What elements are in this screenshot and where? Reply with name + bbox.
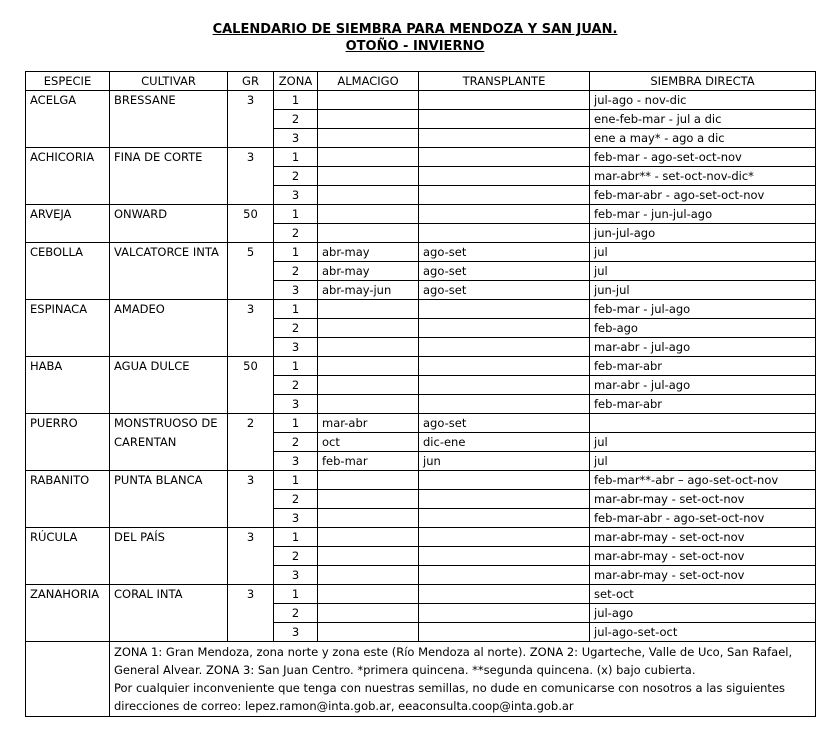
cultivar-cell: AMADEO — [110, 300, 228, 357]
cultivar-cell: VALCATORCE INTA — [110, 243, 228, 300]
almacigo-cell — [318, 300, 419, 319]
siembra-directa-cell: jul-ago - nov-dic — [590, 91, 816, 110]
almacigo-cell — [318, 547, 419, 566]
footer-zones-note: ZONA 1: Gran Mendoza, zona norte y zona este (Río Mendoza al norte). ZONA 2: Ugarteche, Valle de Uco, San Rafael, General Alvear. ZONA 3: San Juan Centro. *primera quincena. **segunda quincena. (x) bajo cubierta. — [114, 645, 793, 677]
almacigo-cell — [318, 205, 419, 224]
siembra-directa-cell: feb-mar-abr — [590, 395, 816, 414]
zona-cell: 2 — [274, 547, 318, 566]
especie-cell: ACELGA — [26, 91, 110, 148]
almacigo-cell — [318, 471, 419, 490]
gr-cell: 50 — [228, 357, 274, 414]
zona-cell: 1 — [274, 528, 318, 547]
zona-cell: 2 — [274, 604, 318, 623]
almacigo-cell — [318, 357, 419, 376]
zona-cell: 3 — [274, 129, 318, 148]
zona-cell: 3 — [274, 281, 318, 300]
zona-cell: 2 — [274, 490, 318, 509]
almacigo-cell: oct — [318, 433, 419, 452]
siembra-directa-cell: feb-mar-abr - ago-set-oct-nov — [590, 186, 816, 205]
header-gr: GR — [228, 72, 274, 91]
almacigo-cell: feb-mar — [318, 452, 419, 471]
transplante-cell: jun — [419, 452, 590, 471]
siembra-directa-cell: feb-mar - jun-jul-ago — [590, 205, 816, 224]
transplante-cell — [419, 357, 590, 376]
zona-cell: 1 — [274, 148, 318, 167]
title-line-1: CALENDARIO DE SIEMBRA PARA MENDOZA Y SAN JUAN. — [212, 22, 618, 37]
siembra-directa-cell: mar-abr** - set-oct-nov-dic* — [590, 167, 816, 186]
header-especie: ESPECIE — [26, 72, 110, 91]
especie-cell: ACHICORIA — [26, 148, 110, 205]
zona-cell: 3 — [274, 338, 318, 357]
transplante-cell — [419, 471, 590, 490]
zona-cell: 1 — [274, 471, 318, 490]
header-zona: ZONA — [274, 72, 318, 91]
transplante-cell — [419, 566, 590, 585]
transplante-cell — [419, 91, 590, 110]
transplante-cell — [419, 604, 590, 623]
transplante-cell — [419, 528, 590, 547]
zona-cell: 2 — [274, 319, 318, 338]
especie-cell: ARVEJA — [26, 205, 110, 243]
transplante-cell: ago-set — [419, 414, 590, 433]
almacigo-cell — [318, 566, 419, 585]
especie-cell: RABANITO — [26, 471, 110, 528]
almacigo-cell — [318, 338, 419, 357]
transplante-cell — [419, 110, 590, 129]
header-almacigo: ALMACIGO — [318, 72, 419, 91]
especie-cell: RÚCULA — [26, 528, 110, 585]
gr-cell: 5 — [228, 243, 274, 300]
especie-cell: HABA — [26, 357, 110, 414]
gr-cell: 3 — [228, 300, 274, 357]
header-siembra-directa: SIEMBRA DIRECTA — [590, 72, 816, 91]
table-row — [26, 528, 816, 547]
siembra-directa-cell — [590, 414, 816, 433]
sowing-calendar-table — [25, 71, 816, 717]
siembra-directa-cell: mar-abr-may - set-oct-nov — [590, 566, 816, 585]
zona-cell: 3 — [274, 509, 318, 528]
siembra-directa-cell: jun-jul-ago — [590, 224, 816, 243]
zona-cell: 2 — [274, 167, 318, 186]
zona-cell: 1 — [274, 300, 318, 319]
zona-cell: 2 — [274, 110, 318, 129]
siembra-directa-cell: jul — [590, 452, 816, 471]
almacigo-cell — [318, 623, 419, 642]
transplante-cell — [419, 376, 590, 395]
especie-cell: ZANAHORIA — [26, 585, 110, 642]
footer-spacer — [26, 642, 110, 717]
almacigo-cell: abr-may — [318, 243, 419, 262]
header-cultivar: CULTIVAR — [110, 72, 228, 91]
header-transplante: TRANSPLANTE — [419, 72, 590, 91]
zona-cell: 1 — [274, 585, 318, 604]
gr-cell: 2 — [228, 414, 274, 471]
gr-cell: 3 — [228, 528, 274, 585]
cultivar-cell: ONWARD — [110, 205, 228, 243]
table-body — [26, 91, 816, 642]
siembra-directa-cell: feb-mar-abr — [590, 357, 816, 376]
almacigo-cell — [318, 186, 419, 205]
almacigo-cell — [318, 167, 419, 186]
transplante-cell — [419, 623, 590, 642]
table-row — [26, 414, 816, 433]
table-row — [26, 300, 816, 319]
transplante-cell — [419, 509, 590, 528]
transplante-cell: dic-ene — [419, 433, 590, 452]
siembra-directa-cell: mar-abr - jul-ago — [590, 338, 816, 357]
siembra-directa-cell: jul — [590, 262, 816, 281]
cultivar-cell: PUNTA BLANCA — [110, 471, 228, 528]
siembra-directa-cell: feb-mar - ago-set-oct-nov — [590, 148, 816, 167]
footer-contact-note: Por cualquier inconveniente que tenga con nuestras semillas, no dude en comunicarse con nosotros a las siguientes direcciones de correo: lepez.ramon@inta.gob.ar, eeaconsulta.coop@inta.gob.ar — [114, 681, 786, 713]
zona-cell: 2 — [274, 376, 318, 395]
almacigo-cell — [318, 224, 419, 243]
siembra-directa-cell: jul-ago-set-oct — [590, 623, 816, 642]
siembra-directa-cell: jun-jul — [590, 281, 816, 300]
table-row — [26, 357, 816, 376]
siembra-directa-cell: feb-mar - jul-ago — [590, 300, 816, 319]
transplante-cell — [419, 129, 590, 148]
table-row — [26, 148, 816, 167]
almacigo-cell — [318, 148, 419, 167]
gr-cell: 3 — [228, 148, 274, 205]
cultivar-cell: MONSTRUOSO DE CARENTAN — [110, 414, 228, 471]
table-row — [26, 471, 816, 490]
gr-cell: 3 — [228, 471, 274, 528]
siembra-directa-cell: mar-abr-may - set-oct-nov — [590, 490, 816, 509]
almacigo-cell — [318, 528, 419, 547]
table-row — [26, 585, 816, 604]
almacigo-cell — [318, 604, 419, 623]
gr-cell: 50 — [228, 205, 274, 243]
footer-row — [26, 642, 816, 717]
transplante-cell — [419, 148, 590, 167]
zona-cell: 1 — [274, 91, 318, 110]
transplante-cell — [419, 547, 590, 566]
almacigo-cell — [318, 376, 419, 395]
siembra-directa-cell: jul — [590, 433, 816, 452]
table-row — [26, 243, 816, 262]
zona-cell: 3 — [274, 623, 318, 642]
almacigo-cell: abr-may — [318, 262, 419, 281]
transplante-cell: ago-set — [419, 262, 590, 281]
zona-cell: 1 — [274, 414, 318, 433]
transplante-cell: ago-set — [419, 281, 590, 300]
almacigo-cell — [318, 91, 419, 110]
footer-body — [26, 642, 816, 717]
cultivar-cell: AGUA DULCE — [110, 357, 228, 414]
cultivar-cell: FINA DE CORTE — [110, 148, 228, 205]
transplante-cell: ago-set — [419, 243, 590, 262]
transplante-cell — [419, 205, 590, 224]
cultivar-cell: BRESSANE — [110, 91, 228, 148]
almacigo-cell — [318, 395, 419, 414]
table-row — [26, 91, 816, 110]
transplante-cell — [419, 395, 590, 414]
cultivar-cell: DEL PAÍS — [110, 528, 228, 585]
zona-cell: 2 — [274, 433, 318, 452]
zona-cell: 2 — [274, 224, 318, 243]
siembra-directa-cell: mar-abr-may - set-oct-nov — [590, 528, 816, 547]
transplante-cell — [419, 186, 590, 205]
transplante-cell — [419, 585, 590, 604]
almacigo-cell — [318, 110, 419, 129]
especie-cell: PUERRO — [26, 414, 110, 471]
siembra-directa-cell: feb-mar-abr - ago-set-oct-nov — [590, 509, 816, 528]
zona-cell: 2 — [274, 262, 318, 281]
transplante-cell — [419, 319, 590, 338]
table-row — [26, 205, 816, 224]
almacigo-cell — [318, 585, 419, 604]
zona-cell: 1 — [274, 243, 318, 262]
zona-cell: 1 — [274, 357, 318, 376]
siembra-directa-cell: set-oct — [590, 585, 816, 604]
siembra-directa-cell: mar-abr-may - set-oct-nov — [590, 547, 816, 566]
gr-cell: 3 — [228, 91, 274, 148]
almacigo-cell — [318, 319, 419, 338]
siembra-directa-cell: feb-ago — [590, 319, 816, 338]
almacigo-cell: abr-may-jun — [318, 281, 419, 300]
header-row — [26, 72, 816, 91]
siembra-directa-cell: jul-ago — [590, 604, 816, 623]
almacigo-cell — [318, 129, 419, 148]
transplante-cell — [419, 490, 590, 509]
almacigo-cell: mar-abr — [318, 414, 419, 433]
zona-cell: 3 — [274, 186, 318, 205]
almacigo-cell — [318, 509, 419, 528]
almacigo-cell — [318, 490, 419, 509]
zona-cell: 3 — [274, 566, 318, 585]
siembra-directa-cell: jul — [590, 243, 816, 262]
transplante-cell — [419, 338, 590, 357]
siembra-directa-cell: ene-feb-mar - jul a dic — [590, 110, 816, 129]
transplante-cell — [419, 167, 590, 186]
cultivar-cell: CORAL INTA — [110, 585, 228, 642]
zona-cell: 3 — [274, 452, 318, 471]
transplante-cell — [419, 300, 590, 319]
especie-cell: CEBOLLA — [26, 243, 110, 300]
zona-cell: 1 — [274, 205, 318, 224]
title-line-2: OTOÑO - INVIERNO — [345, 39, 485, 54]
siembra-directa-cell: mar-abr - jul-ago — [590, 376, 816, 395]
footer-note — [110, 642, 816, 717]
zona-cell: 3 — [274, 395, 318, 414]
gr-cell: 3 — [228, 585, 274, 642]
especie-cell: ESPINACA — [26, 300, 110, 357]
siembra-directa-cell: feb-mar**-abr – ago-set-oct-nov — [590, 471, 816, 490]
transplante-cell — [419, 224, 590, 243]
siembra-directa-cell: ene a may* - ago a dic — [590, 129, 816, 148]
